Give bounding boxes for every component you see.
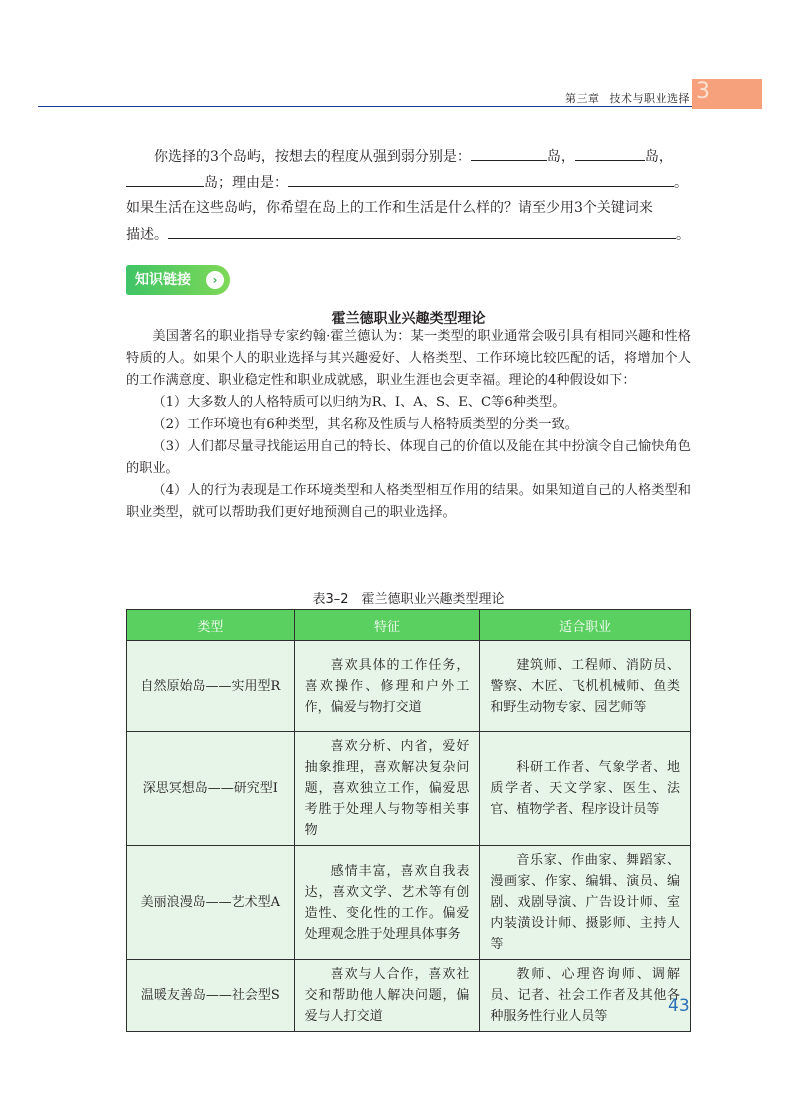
table-header-row — [127, 610, 691, 641]
table-row — [127, 732, 691, 846]
body-paragraph: （4）人的行为表现是工作环境类型和人格类型相互作用的结果。如果知道自己的人格类型和职业类型，就可以帮助我们更好地预测自己的职业选择。 — [126, 483, 691, 520]
table-row — [127, 846, 691, 960]
island-suffix: 岛， — [644, 149, 673, 165]
page-number: 43 — [668, 996, 690, 1016]
body-paragraph: （3）人们都尽量寻找能运用自己的特长、体现自己的价值以及能在其中扮演令自己愉快角色的职业。 — [126, 439, 691, 476]
type-cell: 自然原始岛——实用型R — [127, 641, 295, 732]
type-cell: 美丽浪漫岛——艺术型A — [127, 846, 295, 960]
knowledge-link-tag — [126, 265, 230, 295]
section-body — [126, 326, 691, 524]
body-paragraph: （1）大多数人的人格特质可以归纳为R、I、A、S、E、C等6种类型。 — [152, 395, 566, 410]
reason-blank[interactable] — [288, 169, 674, 187]
table-caption: 表3–2 霍兰德职业兴趣类型理论 — [312, 592, 505, 607]
chapter-badge — [692, 79, 762, 109]
type-cell: 深思冥想岛——研究型I — [127, 732, 295, 846]
column-header-type: 类型 — [127, 610, 295, 641]
section-title: 霍兰德职业兴趣类型理论 — [331, 311, 486, 327]
column-header-jobs: 适合职业 — [480, 610, 691, 641]
jobs-cell: 教师、心理咨询师、调解员、记者、社会工作者及其他各种服务性行业人员等 — [480, 960, 691, 1032]
knowledge-link-label: 知识链接 — [135, 272, 191, 288]
jobs-cell: 建筑师、工程师、消防员、警察、木匠、飞机机械师、鱼类和野生动物专家、园艺师等 — [480, 641, 691, 732]
period: 。 — [674, 175, 688, 191]
exercise-prompt: 你选择的3个岛屿，按想去的程度从强到弱分别是： — [154, 149, 471, 165]
jobs-cell: 音乐家、作曲家、舞蹈家、漫画家、作家、编辑、演员、编剧、戏剧导演、广告设计师、室内装潢设计师、摄影师、主持人等 — [480, 846, 691, 960]
body-paragraph: 美国著名的职业指导专家约翰·霍兰德认为：某一类型的职业通常会吸引具有相同兴趣和性格特质的人。如果个人的职业选择与其兴趣爱好、人格类型、工作环境比较匹配的话，将增加个人的工作满意度、职业稳定性和职业成就感，职业生涯也会更幸福。理论的4种假设如下： — [126, 329, 691, 388]
exercise-line-1 — [126, 143, 691, 171]
trait-cell: 喜欢分析、内省，爱好抽象推理，喜欢解决复杂问题，喜欢独立工作，偏爱思考胜于处理人与物等相关事物 — [294, 732, 480, 846]
trait-cell: 喜欢与人合作，喜欢社交和帮助他人解决问题，偏爱与人打交道 — [294, 960, 480, 1032]
period: 。 — [676, 227, 690, 243]
trait-cell: 感情丰富，喜欢自我表达，喜欢文学、艺术等有创造性、变化性的工作。偏爱处理观念胜于处理具体事务 — [294, 846, 480, 960]
answer-blank-3[interactable] — [126, 169, 204, 187]
chapter-badge-number: 3 — [696, 79, 710, 104]
keywords-blank[interactable] — [168, 221, 676, 239]
reason-label: 岛；理由是： — [204, 175, 288, 191]
trait-cell: 喜欢具体的工作任务，喜欢操作、修理和户外工作，偏爱与物打交道 — [294, 641, 480, 732]
chevron-right-icon: › — [206, 271, 224, 289]
chapter-title: 技术与职业选择 — [609, 92, 690, 105]
exercise-line-2 — [126, 169, 691, 197]
jobs-cell: 科研工作者、气象学者、地质学者、天文学家、医生、法官、植物学者、程序设计员等 — [480, 732, 691, 846]
column-header-trait: 特征 — [294, 610, 480, 641]
holland-table — [126, 609, 691, 1032]
exercise-line-3: 如果生活在这些岛屿，你希望在岛上的工作和生活是什么样的？请至少用3个关键词来 — [126, 200, 653, 216]
answer-blank-2[interactable] — [575, 143, 645, 161]
type-cell: 温暖友善岛——社会型S — [127, 960, 295, 1032]
island-suffix: 岛， — [546, 149, 575, 165]
header-rule — [38, 106, 694, 107]
exercise-line-4 — [126, 221, 691, 249]
answer-blank-1[interactable] — [471, 143, 547, 161]
describe-label: 描述。 — [126, 227, 168, 243]
running-header — [559, 90, 690, 106]
table-row — [127, 960, 691, 1032]
chapter-label: 第三章 — [565, 92, 600, 105]
body-paragraph: （2）工作环境也有6种类型，其名称及性质与人格特质类型的分类一致。 — [152, 417, 578, 432]
table-row — [127, 641, 691, 732]
